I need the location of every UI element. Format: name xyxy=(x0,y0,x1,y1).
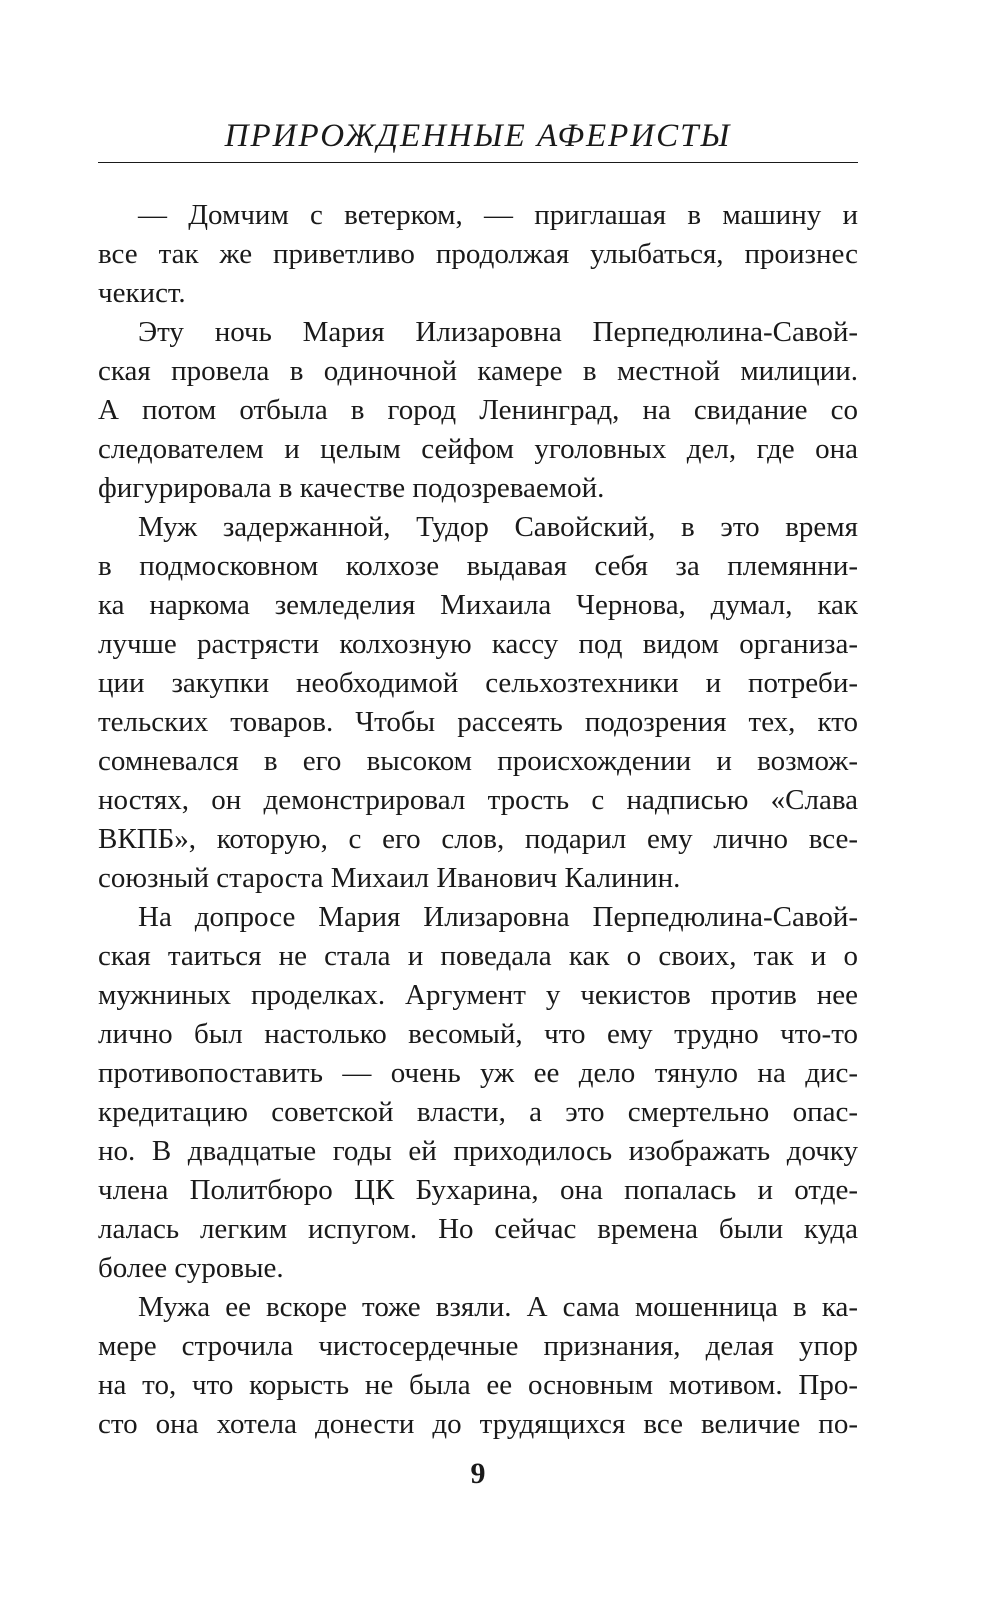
text-line: ВКПБ», которую, с его слов, подарил ему лично все- xyxy=(98,823,858,855)
text-line: в подмосковном колхозе выдавая себя за племянни- xyxy=(98,550,858,582)
text-line: ская таиться не стала и поведала как о своих, так и о xyxy=(98,940,858,972)
text-line: Эту ночь Мария Илизаровна Перпедюлина-Савой- xyxy=(138,316,858,348)
text-line: сто она хотела донести до трудящихся все величие по- xyxy=(98,1408,858,1440)
body-text xyxy=(98,196,858,1444)
text-line: чекист. xyxy=(98,277,186,309)
text-line: ностях, он демонстрировал трость с надписью «Слава xyxy=(98,784,858,816)
text-line: сомневался в его высоком происхождении и возмож- xyxy=(98,745,858,777)
text-line: ская провела в одиночной камере в местной милиции. xyxy=(98,355,858,387)
running-head: ПРИРОЖДЕННЫЕ АФЕРИСТЫ xyxy=(224,118,732,154)
text-line: На допросе Мария Илизаровна Перпедюлина-Савой- xyxy=(138,901,858,933)
text-line: тельских товаров. Чтобы рассеять подозрения тех, кто xyxy=(98,706,858,738)
text-line: на то, что корысть не была ее основным мотивом. Про- xyxy=(98,1369,858,1401)
text-line: кредитацию советской власти, а это смертельно опас- xyxy=(98,1096,858,1128)
text-line: Мужа ее вскоре тоже взяли. А сама мошенница в ка- xyxy=(138,1291,858,1323)
text-line: союзный староста Михаил Иванович Калинин. xyxy=(98,862,681,894)
text-line: А потом отбыла в город Ленинград, на свидание со xyxy=(98,394,858,426)
paragraph xyxy=(98,1288,858,1444)
text-line: мужниных проделках. Аргумент у чекистов против нее xyxy=(98,979,858,1011)
text-line: следователем и целым сейфом уголовных дел, где она xyxy=(98,433,858,465)
text-line: мере строчила чистосердечные признания, делая упор xyxy=(98,1330,858,1362)
text-line: члена Политбюро ЦК Бухарина, она попалась и отде- xyxy=(98,1174,858,1206)
header-rule xyxy=(98,162,858,163)
page-number: 9 xyxy=(470,1457,486,1490)
text-line: ка наркома земледелия Михаила Чернова, думал, как xyxy=(98,589,858,621)
text-line: — Домчим с ветерком, — приглашая в машину и xyxy=(138,199,858,231)
text-line: но. В двадцатые годы ей приходилось изображать дочку xyxy=(98,1135,858,1167)
text-line: более суровые. xyxy=(98,1252,284,1284)
text-line: противопоставить — очень уж ее дело тянуло на дис- xyxy=(98,1057,858,1089)
text-line: лучше растрясти колхозную кассу под видом организа- xyxy=(98,628,858,660)
text-line: Муж задержанной, Тудор Савойский, в это время xyxy=(138,511,858,543)
text-line: лалась легким испугом. Но сейчас времена были куда xyxy=(98,1213,858,1245)
text-line: лично был настолько весомый, что ему трудно что-то xyxy=(98,1018,858,1050)
text-line: все так же приветливо продолжая улыбаться, произнес xyxy=(98,238,858,270)
paragraph xyxy=(98,898,858,1288)
paragraph xyxy=(98,313,858,508)
text-line: ции закупки необходимой сельхозтехники и потреби- xyxy=(98,667,858,699)
paragraph xyxy=(98,508,858,898)
paragraph xyxy=(98,196,858,313)
book-page xyxy=(98,0,858,1616)
text-line: фигурировала в качестве подозреваемой. xyxy=(98,472,605,504)
